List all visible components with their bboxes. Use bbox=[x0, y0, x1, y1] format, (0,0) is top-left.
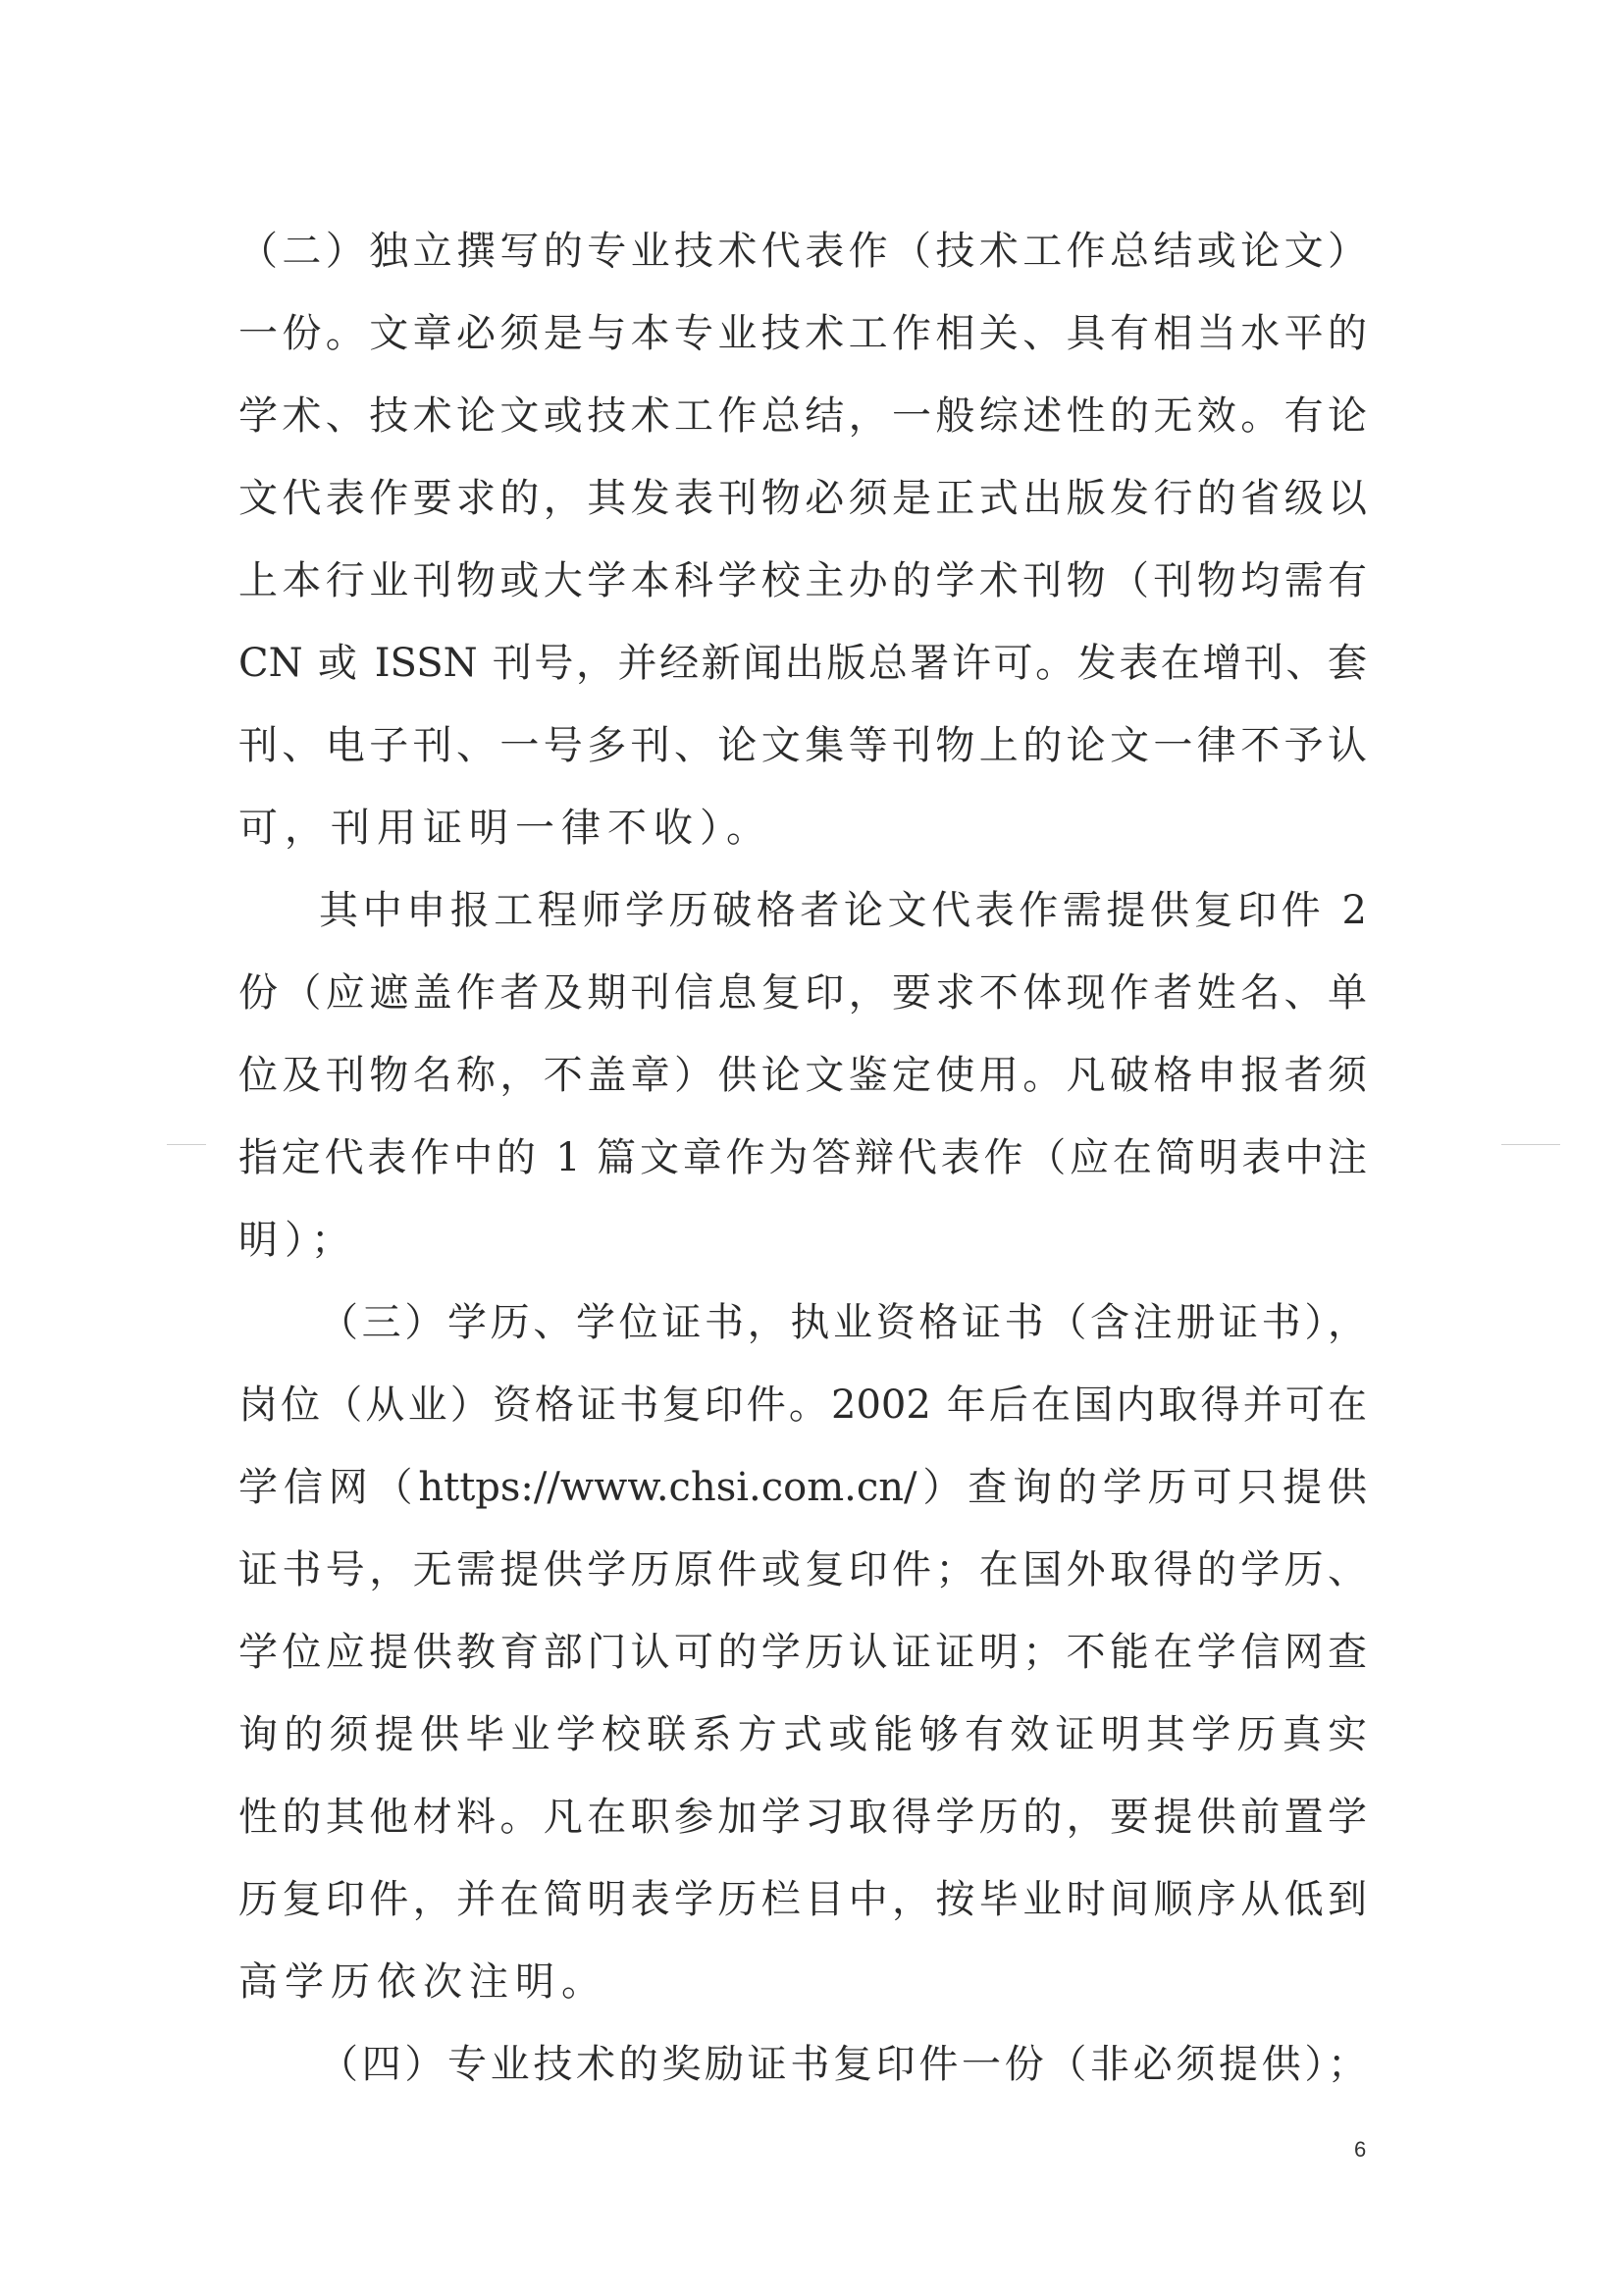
text-line: 学信网（https://www.chsi.com.cn/）查询的学历可只提供 bbox=[238, 1465, 1367, 1510]
document-body bbox=[238, 210, 1367, 2106]
scan-edge-mark-right bbox=[1501, 1144, 1560, 1145]
text-line: 可，刊用证明一律不收）。 bbox=[238, 806, 772, 851]
text-line: 询的须提供毕业学校联系方式或能够有效证明其学历真实 bbox=[238, 1712, 1367, 1757]
text-line: 性的其他材料。凡在职参加学习取得学历的，要提供前置学 bbox=[238, 1795, 1367, 1840]
text-line: （四）专业技术的奖励证书复印件一份（非必须提供）； bbox=[319, 2042, 1367, 2087]
text-line: CN 或 ISSN 刊号，并经新闻出版总署许可。发表在增刊、套 bbox=[238, 641, 1367, 686]
text-line: 其中申报工程师学历破格者论文代表作需提供复印件 2 bbox=[319, 888, 1367, 933]
paragraph-award-certificates bbox=[238, 2023, 1367, 2106]
text-line: 岗位（从业）资格证书复印件。2002 年后在国内取得并可在 bbox=[238, 1383, 1367, 1428]
scan-edge-mark-left bbox=[167, 1144, 206, 1145]
text-line: 学位应提供教育部门认可的学历认证证明；不能在学信网查 bbox=[238, 1630, 1367, 1675]
paragraph-representative-work bbox=[238, 210, 1367, 869]
text-line: 刊、电子刊、一号多刊、论文集等刊物上的论文一律不予认 bbox=[238, 723, 1367, 768]
text-line: （二）独立撰写的专业技术代表作（技术工作总结或论文） bbox=[238, 229, 1367, 274]
text-line: 历复印件，并在简明表学历栏目中，按毕业时间顺序从低到 bbox=[238, 1877, 1367, 1922]
text-line: 高学历依次注明。 bbox=[238, 1959, 607, 2005]
text-line: 位及刊物名称，不盖章）供论文鉴定使用。凡破格申报者须 bbox=[238, 1053, 1367, 1098]
text-line: 学术、技术论文或技术工作总结，一般综述性的无效。有论 bbox=[238, 393, 1367, 439]
text-line: 上本行业刊物或大学本科学校主办的学术刊物（刊物均需有 bbox=[238, 558, 1367, 603]
text-line: 明）； bbox=[238, 1218, 357, 1263]
text-line: 指定代表作中的 1 篇文章作为答辩代表作（应在简明表中注 bbox=[238, 1135, 1367, 1180]
paragraph-education-certificates bbox=[238, 1281, 1367, 2023]
paragraph-exceptional-applicants bbox=[238, 869, 1367, 1281]
text-line: （三）学历、学位证书，执业资格证书（含注册证书）， bbox=[319, 1300, 1367, 1345]
text-line: 份（应遮盖作者及期刊信息复印，要求不体现作者姓名、单 bbox=[238, 970, 1367, 1016]
text-line: 文代表作要求的，其发表刊物必须是正式出版发行的省级以 bbox=[238, 476, 1367, 521]
text-line: 证书号，无需提供学历原件或复印件；在国外取得的学历、 bbox=[238, 1547, 1367, 1592]
text-line: 一份。文章必须是与本专业技术工作相关、具有相当水平的 bbox=[238, 311, 1367, 356]
page-number: 6 bbox=[1354, 2137, 1367, 2162]
